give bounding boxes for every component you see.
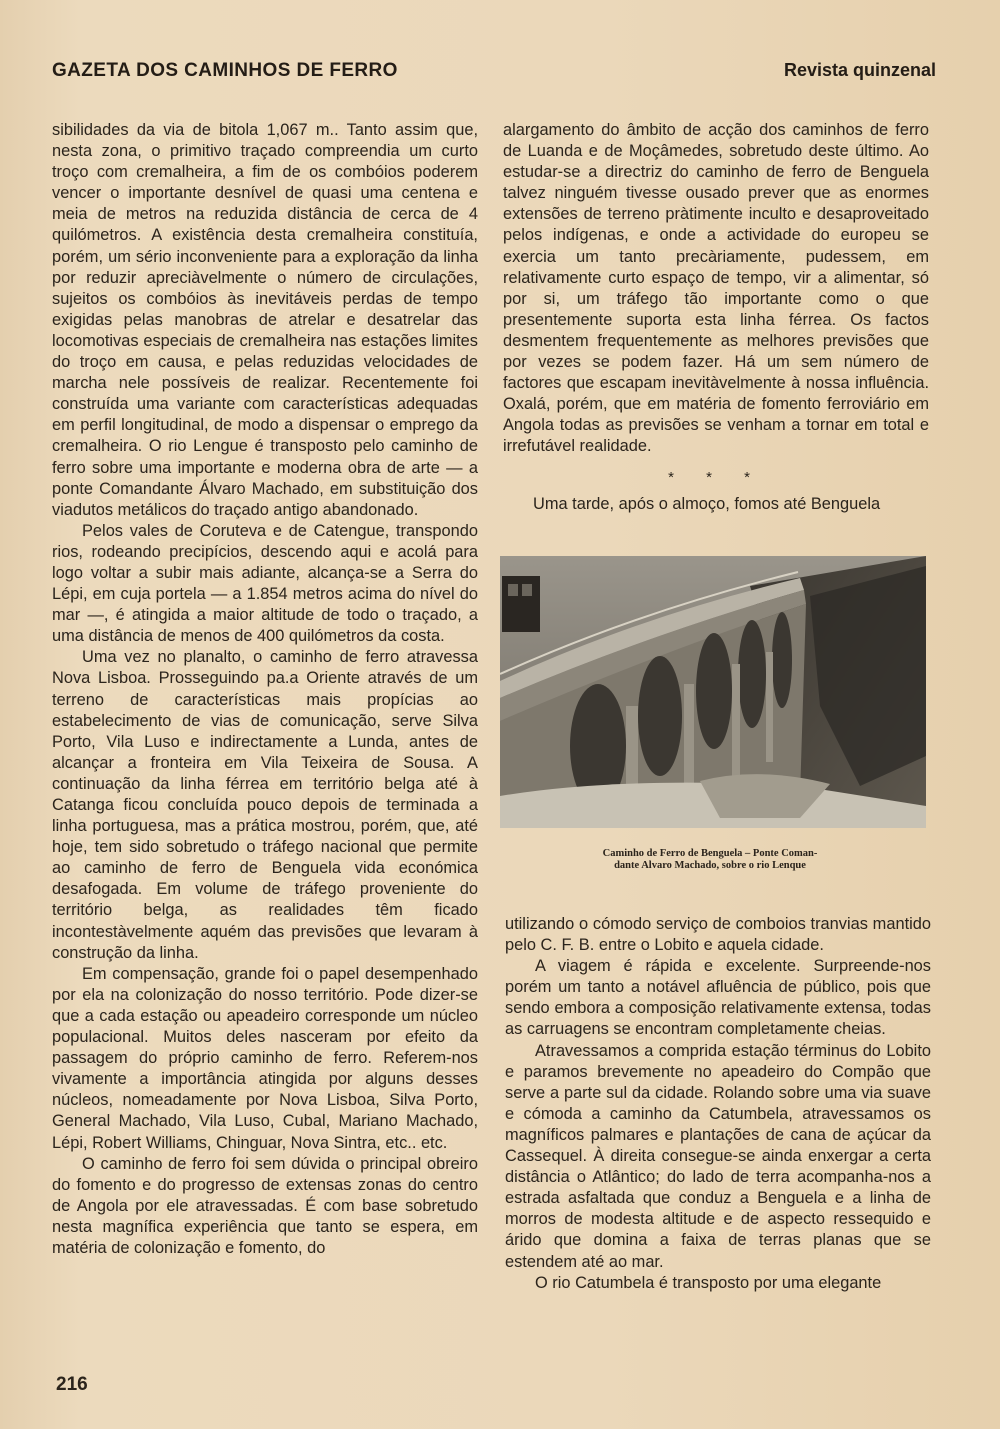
bridge-photo-image [500,556,926,828]
photo-caption [560,848,860,872]
caption-line: dante Alvaro Machado, sobre o rio Lenque [614,860,806,871]
left-column [52,120,478,1259]
paragraph: Pelos vales de Coruteva e de Catengue, transpondo rios, rodeando precipícios, descendo aqui e acolá para logo voltar a subir mais adiante, alcança-se a Serra do Lépi, em cuja portela — a 1.854 metros acima do nível do mar —, é atingida a maior altitude de todo o traçado, a uma distância de menos de 400 quilómetros da costa. [52,521,478,646]
paragraph: Em compensação, grande foi o papel desempenhado por ela na colonização do nosso território. Pode dizer-se que a cada estação ou apeadeiro corresponde um núcleo populacional. Muitos deles nasceram por efeito da passagem do próprio caminho de ferro. Referem-nos vivamente a importância atingida por alguns desses núcleos, nomeadamente por Nova Lisboa, Silva Porto, General Machado, Vila Luso, Cubal, Mariano Machado, Lépi, Robert Williams, Chinguar, Nova Sintra, etc.. etc. [52,964,478,1152]
paragraph: alargamento do âmbito de acção dos caminhos de ferro de Luanda e de Moçâmedes, sobretudo deste último. Ao estudar-se a directriz do caminho de ferro de Benguela talvez ninguém tivesse ousado prever que as enormes extensões de terreno pràtimente inculto e desaproveitado pelos indígenas, e onde a actividade do europeu se exercia um tanto precàriamente, pudessem, em relativamente curto espaço de tempo, vir a alimentar, só por si, um tráfego tão importante como o que presentemente suporta esta linha férrea. Os factos desmentem frequentemente as melhores previsões que por vezes se podem fazer. Há um sem número de factores que escapam inevitàvelmente à nossa influência. Oxalá, porém, que em matéria de fomento ferroviário em Angola todas as previsões se venham a tornar em total e irrefutável realidade. [503,121,929,456]
magazine-subtitle: Revista quinzenal [783,60,936,80]
paragraph: O caminho de ferro foi sem dúvida o principal obreiro do fomento e do progresso de extensas zonas do centro de Angola por ele atravessadas. É com base sobretudo nesta magnífica experiência que tanto se espera, em matéria de colonização e fomento, do [52,1154,478,1257]
bridge-photograph [500,556,926,828]
paragraph: utilizando o cómodo serviço de comboios tranvias mantido pelo C. F. B. entre o Lobito e aquela cidade. [505,915,931,955]
section-separator: * * * [668,468,764,486]
right-column-bottom [505,914,931,1294]
paragraph: sibilidades da via de bitola 1,067 m.. Tanto assim que, nesta zona, o primitivo traçado compreendia um curto troço com cremalheira, a fim de os combóios poderem vencer o importante desnível de quasi uma centena e meia de metros na reduzida distância de cerca de 4 quilómetros. A existência desta cremalheira constituía, porém, um sério inconveniente para a exploração da linha por reduzir apreciàvelmente o número de circulações, sujeitos os combóios às inevitáveis perdas de tempo exigidas pelas manobras de atrelar e desatrelar das locomotivas especiais de cremalheira nas estações limites do troço em causa, e pelas reduzidas velocidades de marcha nele possíveis de realizar. Recentemente foi construída uma variante com características adequadas em perfil longitudinal, de modo a dispensar o emprego da cremalheira. O rio Lengue é transposto pelo caminho de ferro sobre uma importante e moderna obra de arte — a ponte Comandante Álvaro Machado, em substituição dos viadutos metálicos do traçado antigo abandonado. [52,121,478,519]
right-column-top [503,120,929,515]
paragraph: Uma tarde, após o almoço, fomos até Benguela [533,494,881,513]
caption-line: Caminho de Ferro de Benguela – Ponte Coman- [602,848,818,859]
paragraph: Atravessamos a comprida estação términus do Lobito e paramos brevemente no apeadeiro do Compão que serve a parte sul da cidade. Rolando sobre uma via suave e cómoda a caminho da Catumbela, atravessamos os magníficos palmares e plantações de cana de açúcar da Cassequel. À direita consegue-se ainda enxergar a certa distância o Atlântico; do lado de terra acompanha-nos a estrada asfaltada que conduz a Benguela e a linha de morros de modesta altitude e de aspecto ressequido e árido que domina a faixa de terras planas que se estendem até ao mar. [505,1041,931,1271]
paragraph: A viagem é rápida e excelente. Surpreende-nos porém um tanto a notável afluência de público, pois que sendo embora a composição relativamente extensa, todas as carruagens se encontram completamente cheias. [505,957,931,1039]
magazine-title: GAZETA DOS CAMINHOS DE FERRO [52,60,398,81]
paragraph: O rio Catumbela é transposto por uma elegante [535,1273,882,1292]
paragraph: Uma vez no planalto, o caminho de ferro atravessa Nova Lisboa. Prosseguindo pa.a Oriente através de um terreno de características mais propícias ao estabelecimento de vias de comunicação, serve Silva Porto, Vila Luso e indirectamente a Lunda, antes de alcançar a fronteira em Vila Teixeira de Sousa. A continuação da linha férrea em território belga até à Catanga ficou concluída pouco depois de terminada a linha portuguesa, mas a prática mostrou, porém, que, até hoje, tem sido sobretudo o tráfego nacional que permite ao caminho de ferro de Benguela vida económica desafogada. Em volume de tráfego proveniente do território belga, as realidades têm ficado incontestàvelmente aquém das previsões que levaram à construção da linha. [52,648,478,962]
page-number: 216 [56,1374,88,1395]
